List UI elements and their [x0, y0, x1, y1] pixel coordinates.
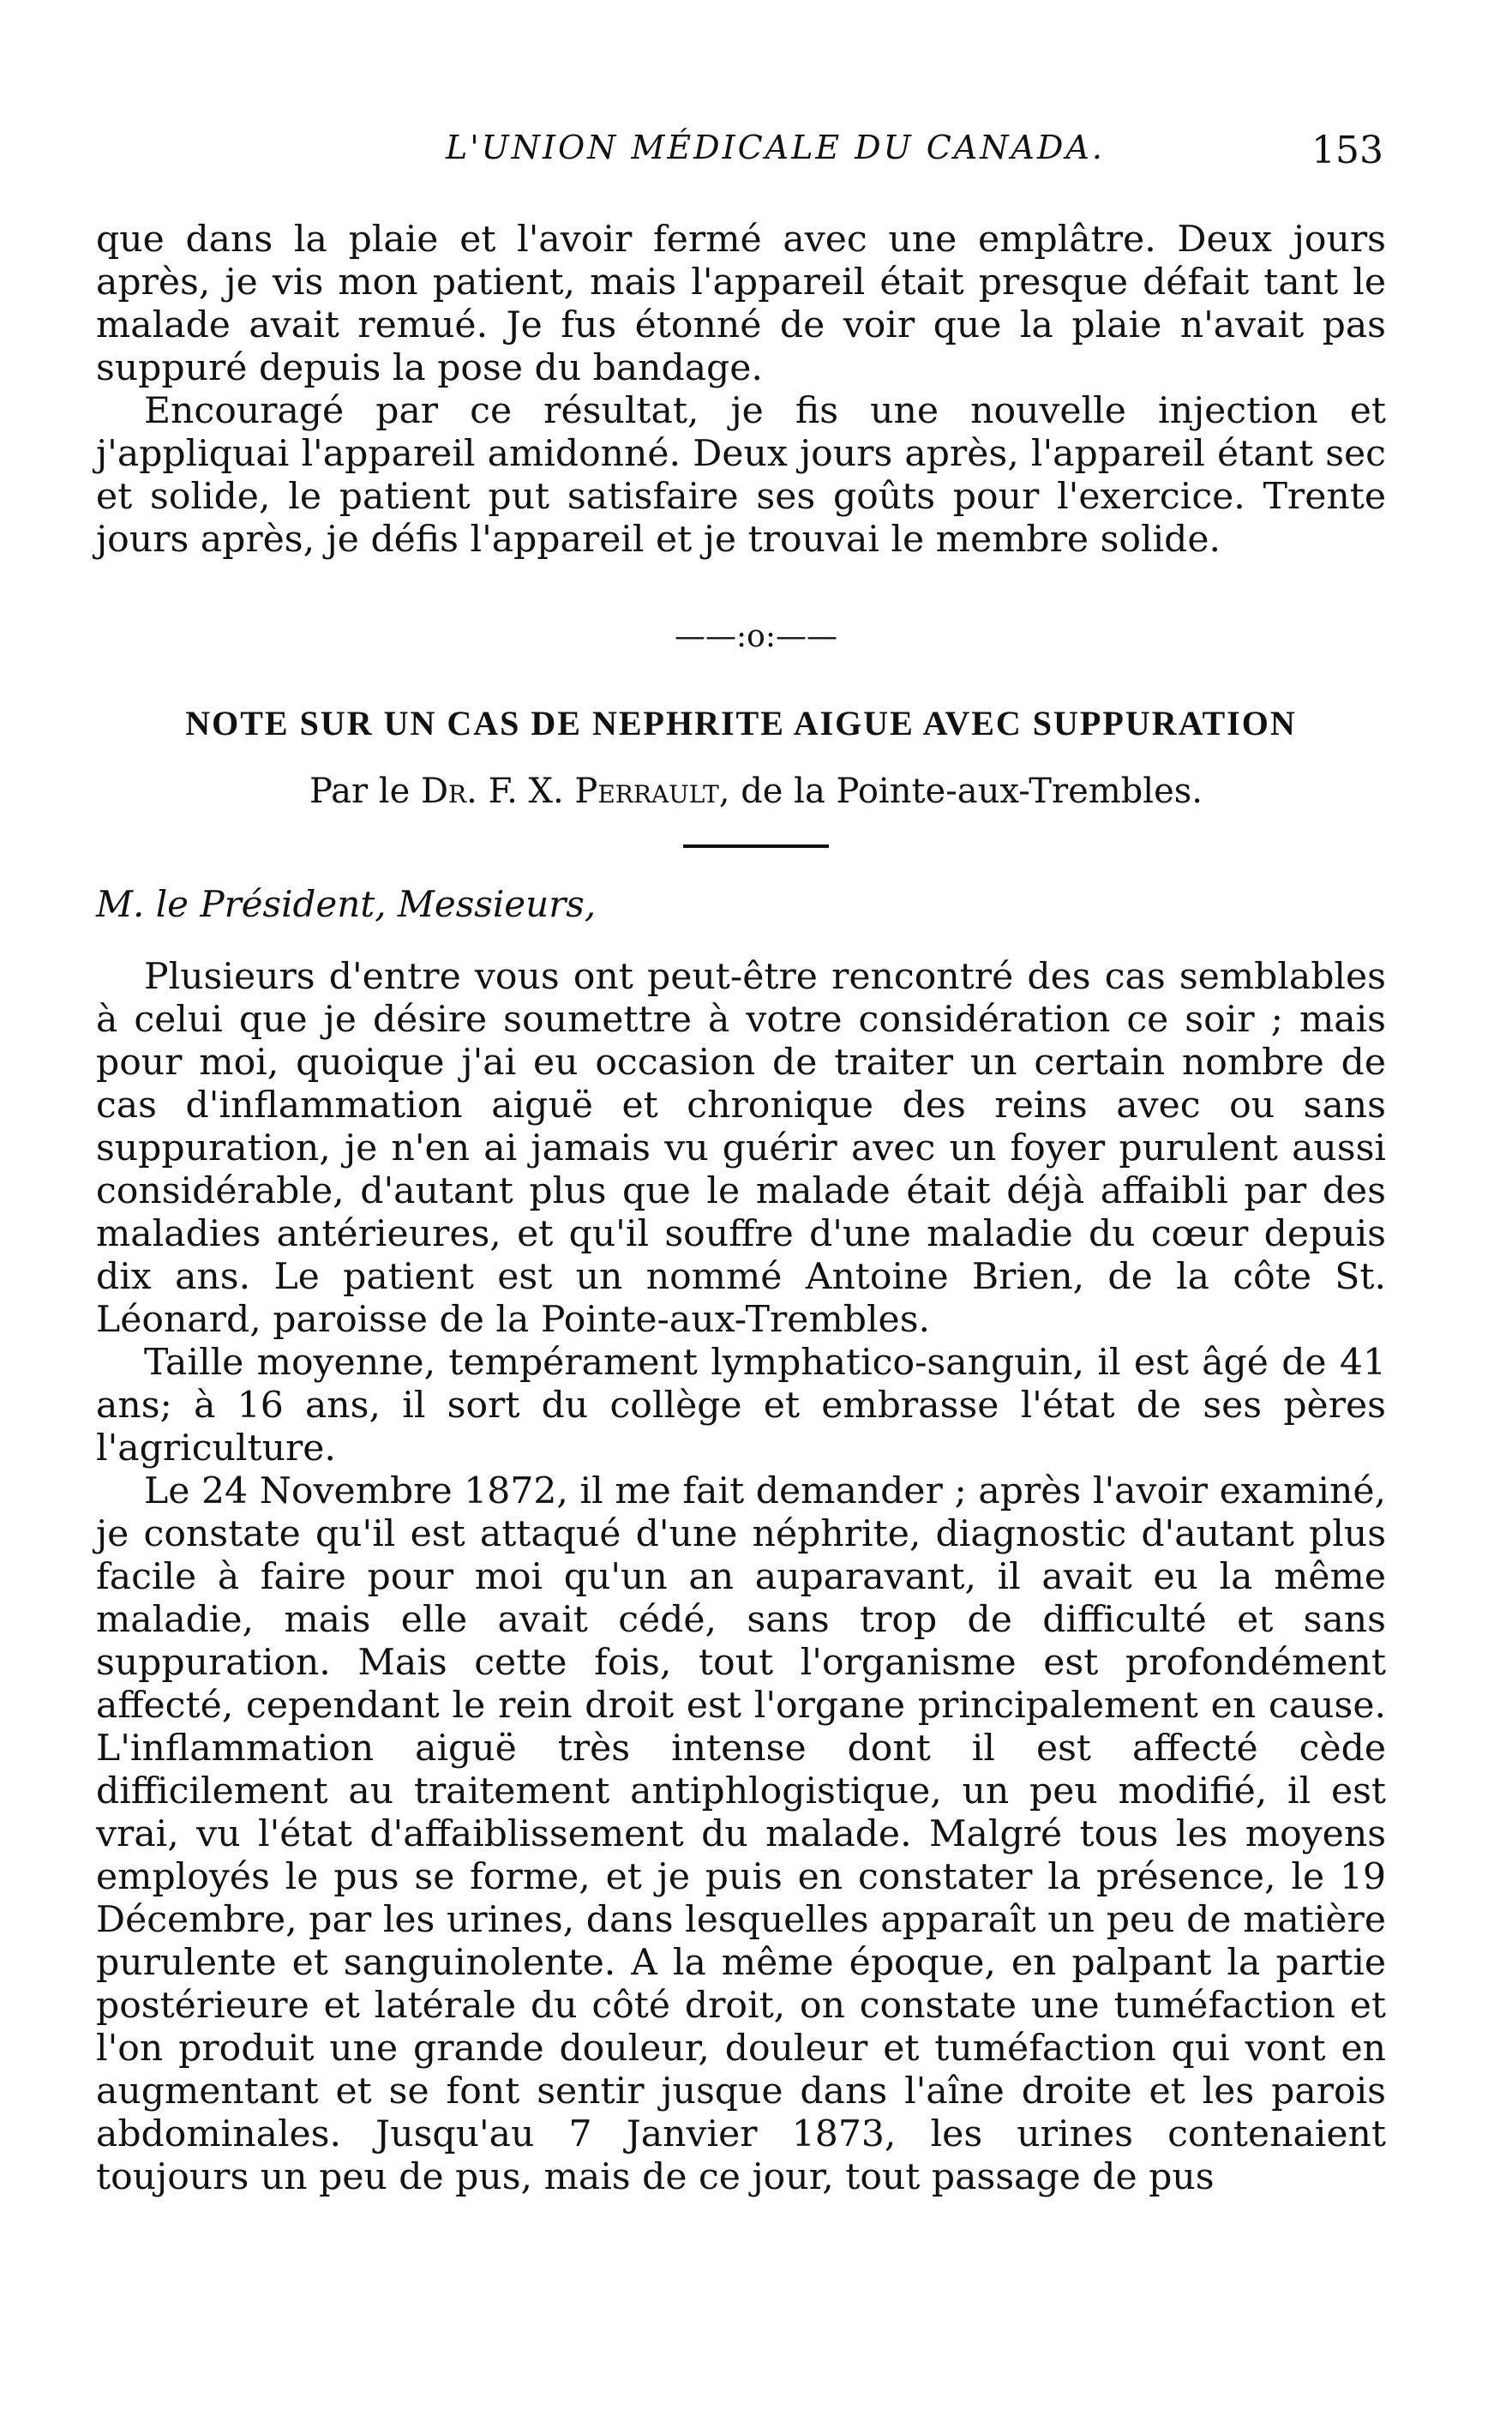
title-rule	[683, 844, 829, 848]
page-number: 153	[1311, 129, 1383, 172]
running-head	[0, 129, 1512, 180]
salutation: M. le Président, Messieurs,	[96, 883, 597, 925]
article-paragraph-2: Taille moyenne, tempérament lymphatico-sanguin, il est âgé de 41 ans; à 16 ans, il sort du collège et embrasse l'état de ses pères l'agriculture.	[96, 1342, 1386, 1469]
article-title: NOTE SUR UN CAS DE NEPHRITE AIGUE AVEC SUPPURATION	[185, 704, 1297, 742]
section-separator: ——:o:——	[675, 619, 837, 654]
author-name: Dr. F. X. Perrault,	[420, 772, 730, 811]
article-paragraph-1: Plusieurs d'entre vous ont peut-être rencontré des cas semblables à celui que je désire soumettre à votre considération ce soir ; mais pour moi, quoique j'ai eu occasion de traiter un certain nombre de cas d'inflammation aiguë et chronique des reins avec ou sans suppuration, je n'en ai jamais vu guérir avec un foyer purulent aussi considérable, d'autant plus que le malade était déjà affaibli par des maladies antérieures, et qu'il souffre d'une maladie du cœur depuis dix ans. Le patient est un nommé Antoine Brien, de la côte St. Léonard, paroisse de la Pointe-aux-Trembles.	[96, 956, 1386, 1341]
article-byline	[0, 772, 1512, 811]
running-title: L'UNION MÉDICALE DU CANADA.	[446, 129, 1105, 166]
continued-paragraph-1: que dans la plaie et l'avoir fermé avec une emplâtre. Deux jours après, je vis mon patient, mais l'appareil était presque défait tant le malade avait remué. Je fus étonné de voir que la plaie n'avait pas suppuré depuis la pose du bandage.	[96, 219, 1386, 389]
article-body	[96, 956, 1386, 2199]
continued-paragraph-2: Encouragé par ce résultat, je fis une nouvelle injection et j'appliquai l'appareil amidonné. Deux jours après, l'appareil étant sec et solide, le patient put satisfaire ses goûts pour l'exercice. Trente jours après, je défis l'appareil et je trouvai le membre solide.	[96, 390, 1386, 561]
continued-text	[96, 219, 1386, 562]
article-paragraph-3: Le 24 Novembre 1872, il me fait demander ; après l'avoir examiné, je constate qu'il est attaqué d'une néphrite, diagnostic d'autant plus facile à faire pour moi qu'un an auparavant, il avait eu la même maladie, mais elle avait cédé, sans trop de difficulté et sans suppuration. Mais cette fois, tout l'organisme est profondément affecté, cependant le rein droit est l'organe principalement en cause. L'inflammation aiguë très intense dont il est affecté cède difficilement au traitement antiphlogistique, un peu modifié, il est vrai, vu l'état d'affaiblissement du malade. Malgré tous les moyens employés le pus se forme, et je puis en constater la présence, le 19 Décembre, par les urines, dans lesquelles apparaît un peu de matière purulente et sanguinolente. A la même époque, en palpant la partie postérieure et latérale du côté droit, on constate une tuméfaction et l'on produit une grande douleur, douleur et tuméfaction qui vont en augmentant et se font sentir jusque dans l'aîne droite et les parois abdominales. Jusqu'au 7 Janvier 1873, les urines contenaient toujours un peu de pus, mais de ce jour, tout passage de pus	[96, 1470, 1386, 2198]
byline-suffix: de la Pointe-aux-Trembles.	[741, 772, 1203, 811]
byline-prefix: Par le	[309, 772, 411, 811]
